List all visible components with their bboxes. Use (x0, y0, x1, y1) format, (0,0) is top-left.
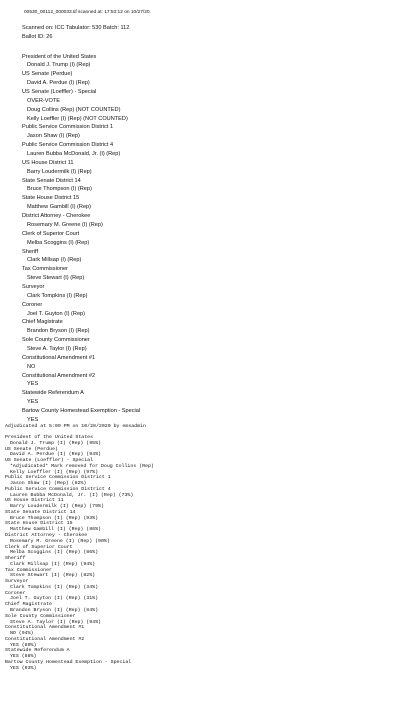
contest-line: Bartow County Homestead Exemption - Special (5, 659, 132, 665)
selection-line: Matthew Gambill (I) (Rep) (27, 204, 92, 211)
selection-line: Matthew Gambill (I) (Rep) (86%) (10, 527, 101, 533)
selection-line: Jason Shaw (I) (Rep) (82%) (10, 481, 87, 487)
contest-line: Sheriff (22, 248, 39, 255)
selection-line: NO (94%) (10, 631, 34, 637)
contest-line: Statewide Referendum A (5, 648, 70, 654)
selection-line: NO (27, 363, 36, 370)
contest-line: Surveyor (5, 579, 29, 585)
selection-line: Kelly Loeffler (I) (Rep) (97%) (10, 469, 99, 475)
selection-line: Steve Stewart (I) (Rep) (82%) (10, 573, 96, 579)
selection-line: YES (27, 399, 39, 406)
contest-line: Public Service Commission District 1 (5, 475, 111, 481)
contest-line: District Attorney - Cherokee (5, 533, 88, 539)
contest-line: US Senate (Perdue) (5, 446, 58, 452)
selection-line: YES (89%) (10, 642, 37, 648)
contest-line: Sole County Commissioner (5, 613, 76, 619)
selection-line: Bruce Thompson (I) (Rep) (93%) (10, 515, 99, 521)
selection-line: Steve Stewart (I) (Rep) (27, 275, 85, 282)
selection-line: Steve A. Taylor (I) (Rep) (94%) (10, 619, 101, 625)
contest-line: Bartow County Homestead Exemption - Special (22, 407, 141, 414)
selection-line: Joel T. Guyton (I) (Rep) (27, 310, 86, 317)
contest-line: Public Service Commission District 1 (22, 124, 114, 131)
selection-line: Clark Millsap (I) (Rep) (27, 257, 82, 264)
selection-line: Steve A. Taylor (I) (Rep) (27, 345, 87, 352)
contest-line: Tax Commissioner (22, 266, 69, 273)
ballot-id: Ballot ID: 26 (22, 33, 53, 40)
contest-line: Public Service Commission District 4 (5, 486, 111, 492)
selection-line: Kelly Loeffler (I) (Rep) (NOT COUNTED) (27, 115, 128, 122)
contest-line: State Senate District 14 (22, 177, 81, 184)
selection-line: Rosemary M. Greene (I) (Rep) (27, 221, 103, 228)
selection-line: Clark Tompkins (I) (Rep) (27, 292, 88, 299)
contest-line: Coroner (5, 590, 26, 596)
contest-line: Clerk of Superior Court (22, 230, 80, 237)
contest-line: Constitutional Amendment #2 (5, 636, 85, 642)
selection-line: Clark Tompkins (I) (Rep) (34%) (10, 584, 99, 590)
scan-info: Scanned on: ICC Tabulator: 530 Batch: 112 (22, 25, 130, 31)
selection-line: Jason Shaw (I) (Rep) (27, 133, 80, 140)
selection-line: David A. Perdue (I) (Rep) (27, 80, 90, 87)
contest-line: Constitutional Amendment #1 (22, 354, 96, 361)
selection-line: YES (93%) (10, 665, 37, 671)
contest-line: Sole County Commissioner (22, 337, 90, 344)
selection-line: Clark Millsap (I) (Rep) (94%) (10, 561, 96, 567)
selection-line: Melba Scoggins (I) (Rep) (86%) (10, 550, 99, 556)
selection-line: Barry Loudermilk (I) (Rep) (27, 168, 92, 175)
scan-header: 00530_00112_000033.tif scanned at: 17:53:12 on 10/27/20. (24, 10, 151, 15)
contest-line: Sheriff (5, 556, 26, 562)
adjudication-header: Adjudicated at 5:09 PM on 10/28/2020 by emsadmin (5, 424, 146, 429)
selection-line: Doug Collins (Rep) (NOT COUNTED) (27, 106, 121, 113)
contest-line: Chief Magistrate (5, 602, 52, 608)
selection-line: OVER-VOTE (27, 97, 60, 104)
selection-line: Donald J. Trump (I) (Rep) (27, 62, 91, 69)
contest-line: President of the United States (22, 53, 97, 60)
selection-line: Brandon Bryson (I) (Rep) (84%) (10, 607, 99, 613)
selection-line: Bruce Thompson (I) (Rep) (27, 186, 92, 193)
selection-line: Lauren Bubba McDonald, Jr. (I) (Rep) (73%) (10, 492, 134, 498)
selection-line: Joel T. Guyton (I) (Rep) (31%) (10, 596, 99, 602)
contest-line: US Senate (Loeffler) - Special (22, 89, 97, 96)
selection-line: YES (27, 416, 39, 423)
selection-line: *Adjudicated* Mark removed for Doug Collins (Rep) (10, 463, 154, 469)
selection-line: Brandon Bryson (I) (Rep) (27, 328, 90, 335)
contest-line: Constitutional Amendment #2 (22, 372, 96, 379)
selection-line: YES (27, 381, 39, 388)
contest-line: Clerk of Superior Court (5, 544, 73, 550)
selection-line: Barry Loudermilk (I) (Rep) (79%) (10, 504, 104, 510)
selection-line: Rosemary M. Greene (I) (Rep) (90%) (10, 538, 110, 544)
contest-line: Tax Commissioner (5, 567, 52, 573)
contest-line: Constitutional Amendment #1 (5, 625, 85, 631)
scan-section (22, 10, 392, 425)
contest-line: District Attorney - Cherokee (22, 213, 91, 220)
adjudication-race-list (5, 435, 397, 671)
contest-line: State Senate District 14 (5, 509, 76, 515)
selection-line: YES (88%) (10, 654, 37, 660)
scan-race-list (22, 53, 392, 425)
contest-line: Statewide Referendum A (22, 390, 84, 397)
selection-line: Lauren Bubba McDonald, Jr. (I) (Rep) (27, 151, 121, 158)
contest-line: US House District 11 (5, 498, 64, 504)
contest-line: State House District 15 (22, 195, 80, 202)
adjudication-section (5, 424, 397, 671)
selection-line: David A. Perdue (I) (Rep) (94%) (10, 452, 101, 458)
contest-line: US Senate (Perdue) (22, 71, 73, 78)
contest-line: President of the United States (5, 435, 94, 440)
contest-line: Public Service Commission District 4 (22, 142, 114, 149)
contest-line: US House District 11 (22, 159, 74, 166)
contest-line: State House District 15 (5, 521, 73, 527)
contest-line: Surveyor (22, 283, 45, 290)
selection-line: Donald J. Trump (I) (Rep) (95%) (10, 440, 101, 446)
selection-line: Melba Scoggins (I) (Rep) (27, 239, 90, 246)
contest-line: Coroner (22, 301, 43, 308)
contest-line: US Senate (Loeffler) - Special (5, 458, 94, 464)
contest-line: Chief Magistrate (22, 319, 63, 326)
